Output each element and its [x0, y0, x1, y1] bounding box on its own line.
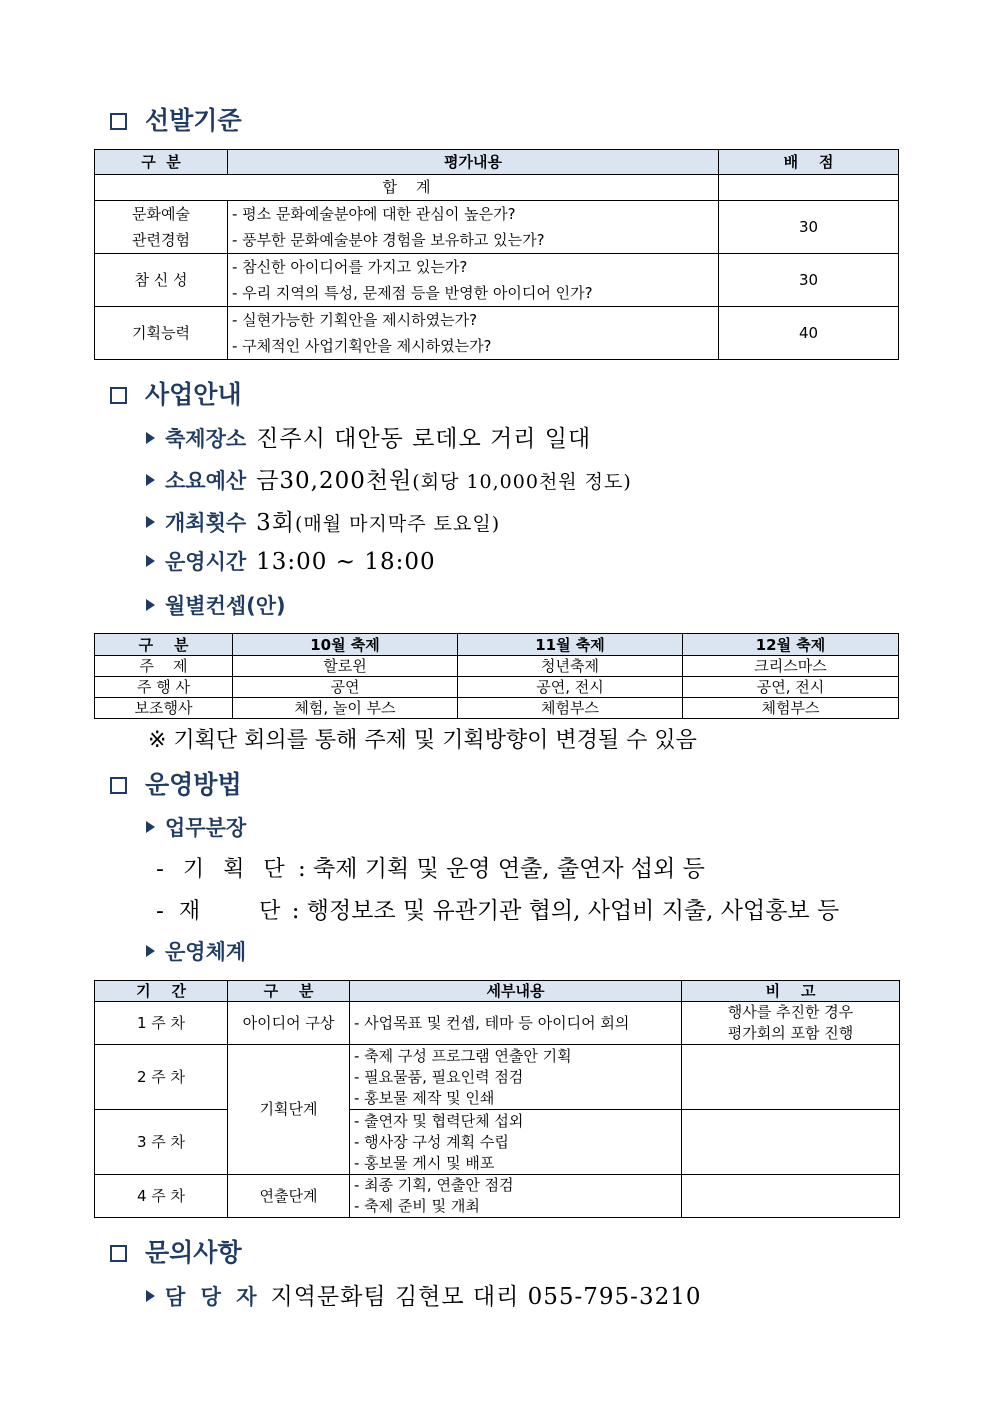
criteria-category: 참 신 성	[95, 254, 228, 307]
triangle-bullet-icon	[146, 599, 155, 611]
criteria-table	[94, 149, 899, 360]
criteria-row	[95, 307, 899, 360]
triangle-bullet-icon	[146, 432, 155, 444]
criteria-score: 30	[719, 254, 899, 307]
criteria-row	[95, 254, 899, 307]
triangle-bullet-icon	[146, 821, 155, 833]
concept-header-category: 구 분	[95, 634, 233, 656]
schedule-header-remarks: 비 고	[682, 981, 900, 1002]
criteria-category: 기획능력	[95, 307, 228, 360]
schedule-header-category: 구 분	[228, 981, 350, 1002]
operation-system-label: 운영체계	[146, 936, 256, 966]
table-row: 주 행 사 공연 공연, 전시 공연, 전시	[95, 677, 899, 698]
criteria-items: - 참신한 아이디어를 가지고 있는가? - 우리 지역의 특성, 문제점 등을 반영한 아이디어 인가?	[228, 254, 719, 307]
schedule-header-details: 세부내용	[350, 981, 682, 1002]
criteria-score: 40	[719, 307, 899, 360]
concept-header-nov: 11월 축제	[458, 634, 683, 656]
criteria-header-score: 배 점	[719, 150, 899, 175]
triangle-bullet-icon	[146, 1290, 155, 1302]
checkbox-square-icon	[110, 1245, 127, 1262]
role-foundation: - 재 단 : 행정보조 및 유관기관 협의, 사업비 지출, 사업홍보 등	[156, 898, 840, 924]
business-count: 개최횟수 3회(매월 마지막주 토요일)	[146, 504, 500, 537]
criteria-items: - 실현가능한 기획안을 제시하였는가? - 구체적인 사업기획안을 제시하였는가?	[228, 307, 719, 360]
checkbox-square-icon	[110, 777, 127, 794]
criteria-category: 문화예술 관련경험	[95, 201, 228, 254]
business-venue: 축제장소 진주시 대안동 로데오 거리 일대	[146, 420, 591, 453]
table-row: 3 주 차 - 출연자 및 협력단체 섭외 - 행사장 구성 계획 수립 - 홍보물 게시 및 배포	[95, 1110, 900, 1175]
concept-header-dec: 12월 축제	[683, 634, 899, 656]
table-row: 2 주 차 기획단계 - 축제 구성 프로그램 연출안 기획 - 필요물품, 필요인력 점검 - 홍보물 제작 및 인쇄	[95, 1045, 900, 1110]
section-business: 사업안내	[110, 375, 242, 411]
criteria-items: - 평소 문화예술분야에 대한 관심이 높은가? - 풍부한 문화예술분야 경험을 보유하고 있는가?	[228, 201, 719, 254]
operation-roles-label: 업무분장	[146, 812, 256, 842]
criteria-total-label: 합 계	[95, 175, 719, 201]
business-budget: 소요예산 금30,200천원(회당 10,000천원 정도)	[146, 462, 632, 495]
concept-table	[94, 633, 899, 719]
business-concept: 월별컨셉(안)	[146, 590, 296, 620]
table-row: 1 주 차 아이디어 구상 - 사업목표 및 컨셉, 테마 등 아이디어 회의 행사를 추진한 경우 평가회의 포함 진행	[95, 1002, 900, 1045]
concept-header-oct: 10월 축제	[233, 634, 458, 656]
section-criteria: 선발기준	[110, 101, 242, 137]
triangle-bullet-icon	[146, 945, 155, 957]
contact-line: 담 당 자 지역문화팀 김현모 대리 055-795-3210	[146, 1278, 701, 1311]
table-row: 보조행사 체험, 놀이 부스 체험부스 체험부스	[95, 698, 899, 719]
role-planning: - 기 획 단 : 축제 기획 및 운영 연출, 출연자 섭외 등	[156, 856, 705, 882]
checkbox-square-icon	[110, 113, 127, 130]
concept-note: ※ 기획단 회의를 통해 주제 및 기획방향이 변경될 수 있음	[148, 728, 697, 753]
triangle-bullet-icon	[146, 555, 155, 567]
schedule-table	[94, 980, 900, 1218]
triangle-bullet-icon	[146, 474, 155, 486]
checkbox-square-icon	[110, 387, 127, 404]
criteria-header-content: 평가내용	[228, 150, 719, 175]
business-time: 운영시간 13:00 ~ 18:00	[146, 546, 436, 576]
schedule-header-period: 기 간	[95, 981, 228, 1002]
criteria-header-category: 구 분	[95, 150, 228, 175]
table-row: 4 주 차 연출단계 - 최종 기획, 연출안 점검 - 축제 준비 및 개최	[95, 1175, 900, 1218]
criteria-score: 30	[719, 201, 899, 254]
table-row: 주 제 할로윈 청년축제 크리스마스	[95, 656, 899, 677]
criteria-row	[95, 201, 899, 254]
section-inquiry: 문의사항	[110, 1233, 242, 1269]
section-operation: 운영방법	[110, 765, 242, 801]
triangle-bullet-icon	[146, 516, 155, 528]
criteria-total-score	[719, 175, 899, 201]
